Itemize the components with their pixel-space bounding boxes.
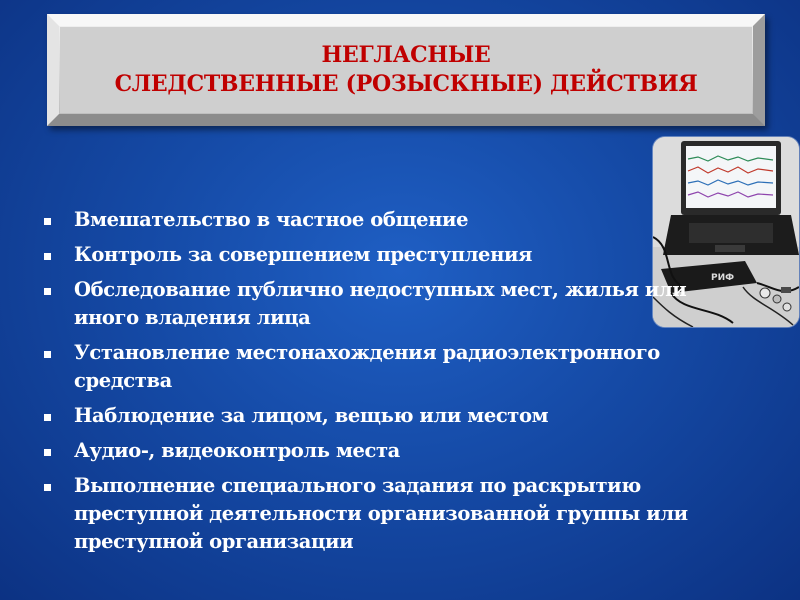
title-line-2: СЛЕДСТВЕННЫЕ (РОЗЫСКНЫЕ) ДЕЙСТВИЯ [114,71,698,97]
device-label: РИФ [711,273,735,283]
title-box [60,27,752,113]
list-item-text: Обследование публично недоступных мест, жилья или иного владения лица [74,278,687,329]
title-line-1: НЕГЛАСНЫЕ [321,42,491,68]
list-item-text: Наблюдение за лицом, вещью или местом [74,404,549,427]
list-item-text: Контроль за совершением преступления [74,243,533,266]
list-item-text: Установление местонахождения радиоэлектронного средства [74,341,660,392]
title-frame [47,14,765,126]
list-item-text: Вмешательство в частное общение [74,208,469,231]
list-item [40,437,750,465]
list-item [40,241,750,269]
bullet-list [40,206,750,563]
list-item [40,472,750,556]
list-item [40,206,750,234]
list-item-text: Аудио-, видеоконтроль места [74,439,400,462]
list-item [40,339,750,395]
list-item [40,276,750,332]
list-item [40,402,750,430]
list-item-text: Выполнение специального задания по раскрытию преступной деятельности организованной группы или преступной организации [74,474,688,553]
